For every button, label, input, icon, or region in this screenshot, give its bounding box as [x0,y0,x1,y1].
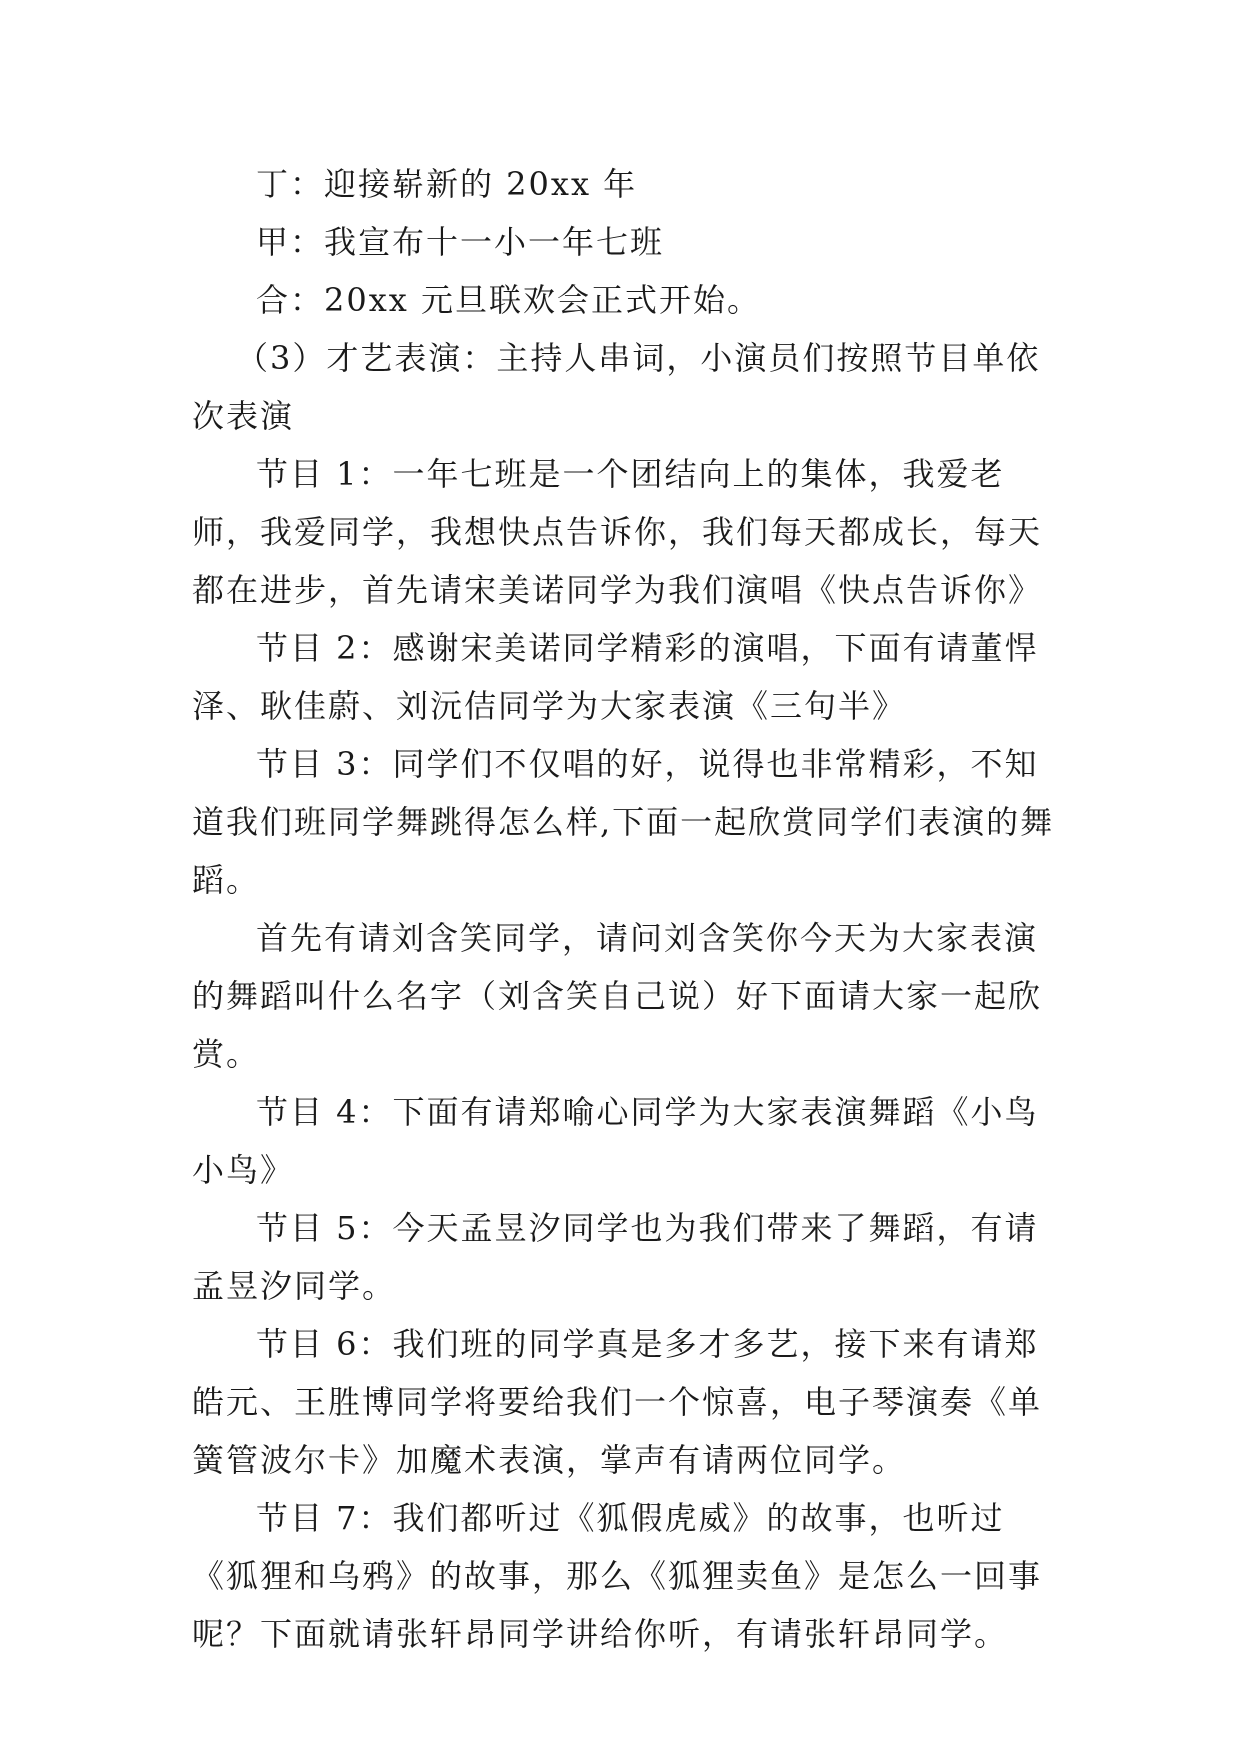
program-6-paragraph: 节目 6：我们班的同学真是多才多艺，接下来有请郑皓元、王胜博同学将要给我们一个惊喜，电子琴演奏《单簧管波尔卡》加魔术表演，掌声有请两位同学。 [192,1325,1043,1479]
program-5-paragraph: 节目 5：今天孟昱汐同学也为我们带来了舞蹈，有请孟昱汐同学。 [192,1209,1039,1305]
dialogue-ding: 丁：迎接崭新的 20xx 年 [256,165,638,203]
dialogue-he: 合：20xx 元旦联欢会正式开始。 [256,281,761,319]
dialogue-jia: 甲：我宣布十一小一年七班 [256,223,665,261]
section-heading-talent-show: （3）才艺表演：主持人串词，小演员们按照节目单依次表演 [192,339,1041,435]
program-7-paragraph: 节目 7：我们都听过《狐假虎威》的故事，也听过《狐狸和乌鸦》的故事，那么《狐狸卖鱼》是怎么一回事呢？下面就请张轩昂同学讲给你听，有请张轩昂同学。 [192,1499,1043,1653]
program-1-paragraph: 节目 1：一年七班是一个团结向上的集体，我爱老师，我爱同学，我想快点告诉你，我们每天都成长，每天都在进步，首先请宋美诺同学为我们演唱《快点告诉你》 [192,455,1043,609]
document-body [192,155,1062,1663]
program-3-paragraph: 节目 3：同学们不仅唱的好，说得也非常精彩，不知道我们班同学舞跳得怎么样,下面一起欣赏同学们表演的舞蹈。 [192,745,1055,899]
program-4-paragraph: 节目 4：下面有请郑喻心同学为大家表演舞蹈《小鸟小鸟》 [192,1093,1039,1189]
program-3-continued-paragraph: 首先有请刘含笑同学，请问刘含笑你今天为大家表演的舞蹈叫什么名字（刘含笑自己说）好下面请大家一起欣赏。 [192,919,1043,1073]
program-2-paragraph: 节目 2：感谢宋美诺同学精彩的演唱，下面有请董悍泽、耿佳蔚、刘沅佶同学为大家表演《三句半》 [192,629,1039,725]
